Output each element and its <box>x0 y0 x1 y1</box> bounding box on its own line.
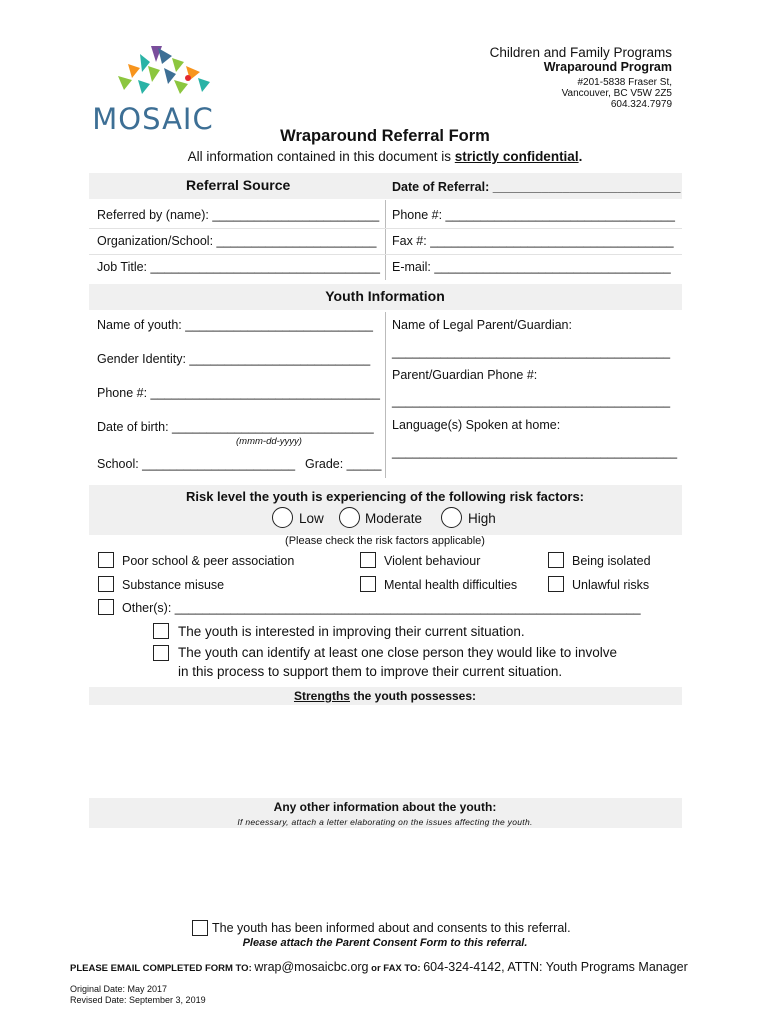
organization-school-field[interactable]: Organization/School: _______________________ <box>97 234 377 248</box>
referral-row-line-1 <box>89 228 682 229</box>
youth-name-field[interactable]: Name of youth: ___________________________ <box>97 318 373 332</box>
org-header <box>412 45 672 110</box>
risk-level-moderate-label: Moderate <box>365 511 423 526</box>
risk-level-moderate-radio[interactable] <box>339 507 360 528</box>
date-of-birth-field[interactable]: Date of birth: _____________________________ <box>97 420 374 434</box>
risk-level-low-radio[interactable] <box>272 507 293 528</box>
job-title-field[interactable]: Job Title: _________________________________ <box>97 260 380 274</box>
unlawful-risks-checkbox[interactable] <box>548 576 564 592</box>
violent-behaviour-label: Violent behaviour <box>384 554 481 568</box>
other-info-heading: Any other information about the youth: <box>273 800 497 814</box>
risk-heading: Risk level the youth is experiencing of the following risk factors: <box>185 489 585 504</box>
risk-check-hint: (Please check the risk factors applicable) <box>285 535 485 547</box>
referral-divider <box>385 200 386 280</box>
fax-label: or FAX TO: <box>368 963 424 974</box>
others-field[interactable]: Other(s): ___________________________________________________________________ <box>122 601 641 615</box>
date-of-birth-hint: (mmm-dd-yyyy) <box>236 436 302 447</box>
grade-field[interactable]: Grade: _____ <box>305 457 382 471</box>
confidential-prefix: All information contained in this document is <box>187 149 455 164</box>
gender-identity-field[interactable]: Gender Identity: __________________________ <box>97 352 371 366</box>
strengths-heading <box>0 689 770 703</box>
other-info-textarea[interactable] <box>89 830 682 915</box>
close-person-label-2: in this process to support them to improve their current situation. <box>178 664 563 679</box>
attach-consent-note: Please attach the Parent Consent Form to this referral. <box>242 937 528 949</box>
submission-instructions <box>70 958 688 976</box>
strengths-strong: Strengths <box>293 689 350 703</box>
unlawful-risks-label: Unlawful risks <box>572 578 650 592</box>
risk-level-high-radio[interactable] <box>441 507 462 528</box>
confidential-suffix: . <box>578 149 583 164</box>
mental-health-checkbox[interactable] <box>360 576 376 592</box>
org-line: Children and Family Programs <box>489 45 672 60</box>
languages-field[interactable]: _________________________________________ <box>392 445 678 459</box>
risk-level-high-label: High <box>468 511 496 526</box>
guardian-name-label: Name of Legal Parent/Guardian: <box>392 318 572 332</box>
confidential-notice <box>0 149 770 164</box>
school-field[interactable]: School: ______________________ <box>97 457 296 471</box>
mosaic-logo-text: MOSAIC <box>92 102 214 136</box>
original-date: Original Date: May 2017 <box>70 984 168 994</box>
referred-by-field[interactable]: Referred by (name): ________________________ <box>97 208 380 222</box>
revised-date: Revised Date: September 3, 2019 <box>70 995 206 1005</box>
form-title: Wraparound Referral Form <box>280 127 490 145</box>
strengths-rest: the youth possesses: <box>349 689 477 703</box>
other-info-hint: If necessary, attach a letter elaborating on the issues affecting the youth. <box>237 817 533 827</box>
poor-school-checkbox[interactable] <box>98 552 114 568</box>
referral-source-heading: Referral Source <box>186 177 291 193</box>
guardian-phone-field[interactable]: ________________________________________ <box>392 394 671 408</box>
guardian-phone-label: Parent/Guardian Phone #: <box>392 368 538 382</box>
confidential-strong: strictly confidential <box>454 149 579 164</box>
interested-improving-label: The youth is interested in improving their current situation. <box>178 624 525 639</box>
referral-phone-field[interactable]: Phone #: _________________________________ <box>392 208 675 222</box>
risk-level-low-label: Low <box>299 511 324 526</box>
referral-fax-field[interactable]: Fax #: ___________________________________ <box>392 234 674 248</box>
youth-divider <box>385 312 386 478</box>
mental-health-label: Mental health difficulties <box>384 578 518 592</box>
violent-behaviour-checkbox[interactable] <box>360 552 376 568</box>
email-address[interactable]: wrap@mosaicbc.org <box>254 960 369 974</box>
being-isolated-label: Being isolated <box>572 554 651 568</box>
mosaic-logo-mark <box>88 42 218 102</box>
poor-school-label: Poor school & peer association <box>122 554 295 568</box>
youth-information-heading: Youth Information <box>325 288 445 304</box>
youth-phone-field[interactable]: Phone #: _________________________________ <box>97 386 380 400</box>
close-person-label-1: The youth can identify at least one close person they would like to involve <box>178 645 618 660</box>
program-name: Wraparound Program <box>543 60 672 74</box>
referral-email-field[interactable]: E-mail: __________________________________ <box>392 260 671 274</box>
address-line-1: #201-5838 Fraser St, <box>577 77 672 88</box>
being-isolated-checkbox[interactable] <box>548 552 564 568</box>
interested-improving-checkbox[interactable] <box>153 623 169 639</box>
date-of-referral-field[interactable]: Date of Referral: ___________________________ <box>392 180 681 194</box>
consent-checkbox[interactable] <box>192 920 208 936</box>
email-label: PLEASE EMAIL COMPLETED FORM TO: <box>70 963 255 974</box>
substance-misuse-label: Substance misuse <box>122 578 225 592</box>
fax-number: 604-324-4142, ATTN: Youth Programs Manager <box>423 960 688 974</box>
mosaic-logo <box>88 42 218 136</box>
address-line-2: Vancouver, BC V5W 2Z5 <box>561 88 672 99</box>
others-checkbox[interactable] <box>98 599 114 615</box>
org-phone: 604.324.7979 <box>610 99 672 110</box>
strengths-textarea[interactable] <box>89 706 682 796</box>
close-person-checkbox[interactable] <box>153 645 169 661</box>
consent-label: The youth has been informed about and consents to this referral. <box>212 921 571 935</box>
substance-misuse-checkbox[interactable] <box>98 576 114 592</box>
languages-label: Language(s) Spoken at home: <box>392 418 561 432</box>
referral-row-line-2 <box>89 254 682 255</box>
guardian-name-field[interactable]: ________________________________________ <box>392 345 671 359</box>
